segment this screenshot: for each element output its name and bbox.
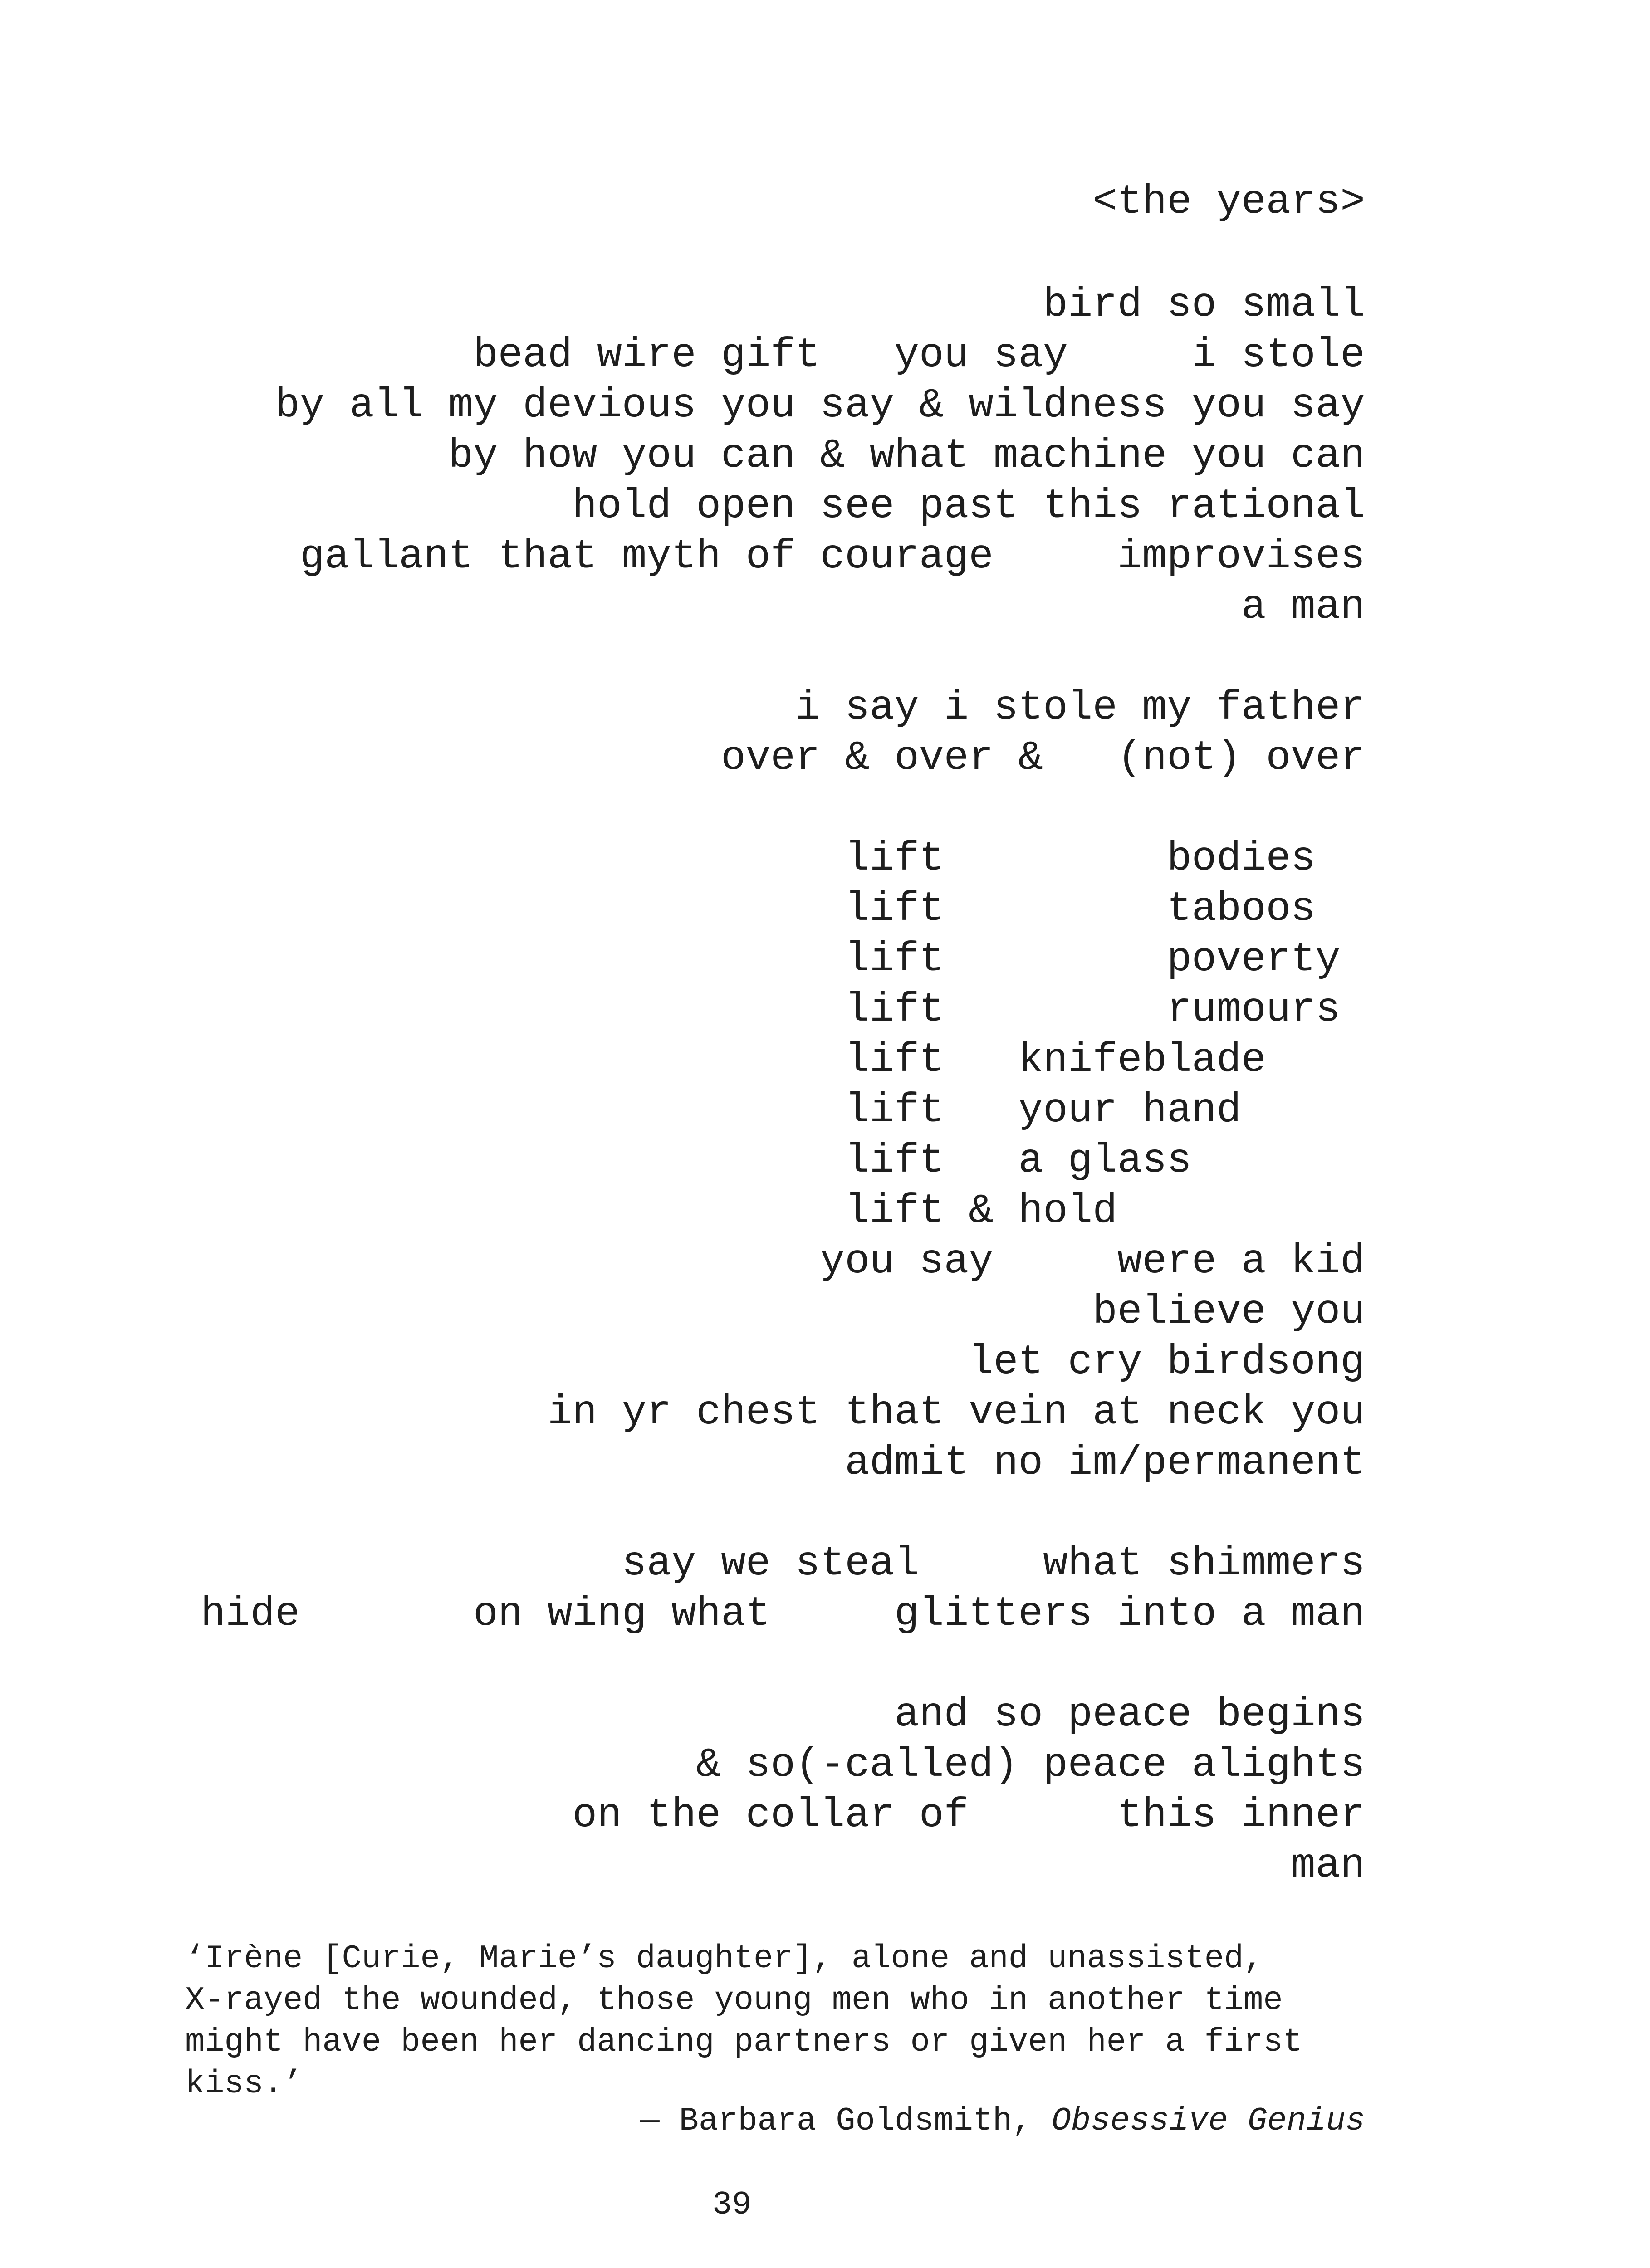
poem-line: by all my devious you say & wildness you say	[275, 382, 1365, 429]
poem-line: lift knifeblade	[845, 1037, 1365, 1084]
poem-line: lift a glass	[845, 1138, 1365, 1184]
poem-line: believe you	[1092, 1289, 1365, 1335]
poem-line: in yr chest that vein at neck you	[547, 1389, 1365, 1436]
poem-line: admit no im/permanent	[845, 1440, 1365, 1486]
poem-line: man	[1291, 1843, 1365, 1889]
poem-line: you say were a kid	[820, 1238, 1365, 1285]
poem-line: lift taboos	[845, 886, 1365, 933]
poem-line: and so peace begins	[894, 1691, 1365, 1738]
poem-line: say we steal what shimmers	[622, 1540, 1365, 1587]
epigraph-citation	[640, 2102, 1365, 2140]
citation-author: — Barbara Goldsmith,	[640, 2102, 1052, 2140]
poem-line: by how you can & what machine you can	[448, 433, 1365, 479]
poem-line: bird so small	[1043, 282, 1365, 328]
epigraph-quote: ‘Irène [Curie, Marie’s daughter], alone and unassisted, X-rayed the wounded, those young men who in another time might have been her dancing partners or given her a first kiss.’	[185, 1940, 1302, 2102]
poem-line: i say i stole my father	[795, 684, 1365, 731]
poem-line: lift bodies	[845, 836, 1365, 882]
poem-line: & so(-called) peace alights	[696, 1742, 1365, 1789]
poem-line: lift your hand	[845, 1087, 1365, 1134]
poem-line: over & over & (not) over	[721, 735, 1365, 782]
poem-line: gallant that myth of courage improvises	[299, 533, 1365, 580]
poem-line: lift & hold	[845, 1188, 1365, 1235]
poem-line: lift poverty	[845, 936, 1365, 983]
page-number: 39	[712, 2186, 752, 2224]
poem-line: on the collar of this inner	[572, 1792, 1365, 1839]
poem-line: hide on wing what glitters into a man	[201, 1591, 1365, 1637]
poem-line: let cry birdsong	[969, 1339, 1365, 1386]
citation-work-title: Obsessive Genius	[1051, 2102, 1365, 2140]
poem-line: bead wire gift you say i stole	[473, 332, 1365, 379]
poem-line: lift rumours	[845, 987, 1365, 1033]
poem-line: a man	[1241, 584, 1365, 631]
poem-title: <the years>	[1092, 179, 1365, 225]
poem-line: hold open see past this rational	[572, 483, 1365, 530]
